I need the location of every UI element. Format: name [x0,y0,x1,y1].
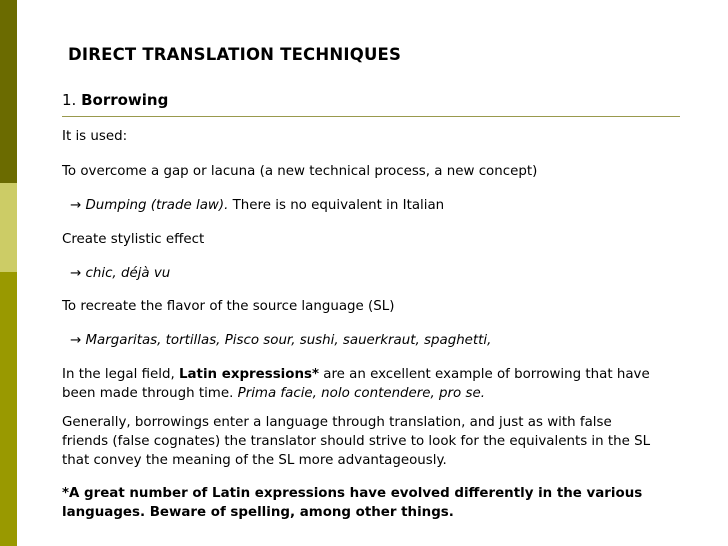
latin-examples: Prima facie, nolo contendere, pro se. [237,386,485,401]
used-label: It is used: [62,129,128,144]
example-3 [70,331,491,351]
example-2-term: chic, déjà vu [85,266,171,281]
general-paragraph-line-3: that convey the meaning of the SL more advantageously. [62,453,447,468]
footnote-line-2: languages. Beware of spelling, among other things. [62,505,454,520]
accent-bar-bottom [0,272,17,546]
legal-paragraph-line-2 [62,384,485,404]
example-1-rest: There is no equivalent in Italian [232,198,445,213]
section-heading [62,91,168,109]
legal-paragraph-line-1 [62,365,650,385]
footnote-line-1: *A great number of Latin expressions have evolved differently in the various [62,486,643,501]
arrow-icon: → [70,333,82,348]
accent-bar-top [0,0,17,183]
reason-2: Create stylistic effect [62,232,205,247]
arrow-icon: → [70,198,82,213]
reason-3: To recreate the flavor of the source language (SL) [62,299,395,314]
section-name: Borrowing [81,91,169,109]
example-1-term: Dumping (trade law). [85,198,229,213]
legal-text: been made through time. [62,386,234,401]
arrow-icon: → [70,266,82,281]
example-3-term: Margaritas, tortillas, Pisco sour, sushi, sauerkraut, spaghetti, [85,333,492,348]
example-1 [70,196,444,216]
example-2 [70,264,170,284]
reason-1: To overcome a gap or lacuna (a new technical process, a new concept) [62,164,538,179]
general-paragraph-line-1: Generally, borrowings enter a language through translation, and just as with false [62,415,612,430]
latin-expressions-label: Latin expressions* [178,367,319,382]
legal-text: are an excellent example of borrowing that have [323,367,650,382]
legal-text: In the legal field, [62,367,175,382]
section-number: 1. [62,91,77,109]
general-paragraph-line-2: friends (false cognates) the translator should strive to look for the equivalents in the SL [62,434,651,449]
heading-divider [62,116,680,117]
accent-bar-middle [0,183,17,272]
slide-title: DIRECT TRANSLATION TECHNIQUES [68,45,402,64]
